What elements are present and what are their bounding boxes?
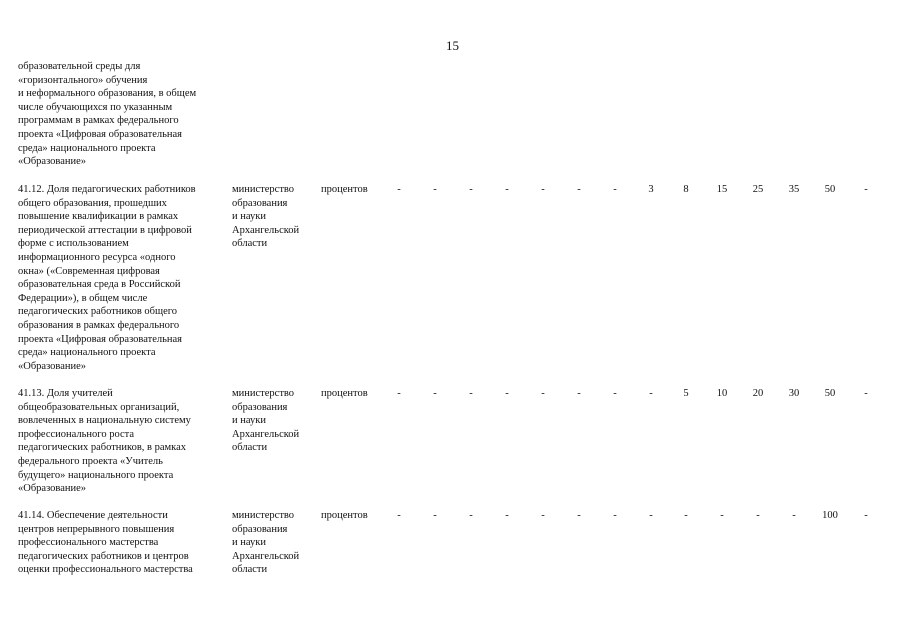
year-value-cell: - [792,510,796,521]
year-value-cell: - [397,184,401,195]
year-value-cell: 50 [824,184,836,195]
year-value-cell: - [541,184,545,195]
year-value-cell: 15 [716,184,728,195]
unit-of-measure: процентов [321,510,368,521]
year-value-cell: - [469,388,473,399]
responsible-organization: министерство образования и науки Архангельской области [232,184,300,250]
year-value-cell: - [541,388,545,399]
year-value-cell: - [864,184,868,195]
year-value-cell: - [864,388,868,399]
year-value-cell: - [864,510,868,521]
year-value-cell: 100 [822,510,838,521]
year-value-cell: - [505,510,509,521]
indicator-description: 41.13. Доля учителей общеобразовательных организаций, вовлеченных в национальную систему профессионального роста педагогических работников, в рамках федерального проекта «Учитель будущего» национального проекта «Образование» [18,388,191,495]
unit-of-measure: процентов [321,388,368,399]
year-value-cell: 35 [788,184,800,195]
year-value-cell: - [577,510,581,521]
year-value-cell: - [433,388,437,399]
responsible-organization: министерство образования и науки Архангельской области [232,510,300,576]
year-value-cell: - [397,510,401,521]
year-value-cell: 20 [752,388,764,399]
unit-of-measure: процентов [321,184,368,195]
responsible-organization: министерство образования и науки Архангельской области [232,388,300,454]
indicator-description: 41.12. Доля педагогических работников общего образования, прошедших повышение квалификации в рамках периодической аттестации в цифровой форме с использованием информационного ресурса «одного окна» («Современная цифровая образовательная среда в Российской Федерации»), в общем числе педагогических работников общего образования в рамках федерального проекта «Цифровая образовательная среда» национального проекта «Образование» [18,184,196,372]
year-value-cell: - [505,184,509,195]
page-number: 15 [446,38,459,53]
year-value-cell: 5 [683,388,689,399]
year-value-cell: - [505,388,509,399]
year-value-cell: - [756,510,760,521]
indicator-description: образовательной среды для «горизонтального» обучения и неформального образования, в общем числе обучающихся по указанным программам в рамках федерального проекта «Цифровая образовательная среда» национального проекта «Образование» [18,61,197,168]
year-value-cell: 30 [788,388,800,399]
year-value-cell: - [649,510,653,521]
year-value-cell: - [684,510,688,521]
year-value-cell: - [613,510,617,521]
year-value-cell: 50 [824,388,836,399]
year-value-cell: - [469,510,473,521]
year-value-cell: - [541,510,545,521]
year-value-cell: 3 [648,184,654,195]
year-value-cell: - [649,388,653,399]
year-value-cell: - [577,388,581,399]
year-value-cell: - [433,184,437,195]
year-value-cell: - [613,388,617,399]
year-value-cell: 8 [683,184,689,195]
year-value-cell: - [397,388,401,399]
indicator-description: 41.14. Обеспечение деятельности центров непрерывного повышения профессионального мастерства педагогических работников и центров оценки профессионального мастерства [18,510,193,576]
year-value-cell: - [577,184,581,195]
year-value-cell: - [720,510,724,521]
year-value-cell: 10 [716,388,728,399]
year-value-cell: 25 [752,184,764,195]
year-value-cell: - [613,184,617,195]
year-value-cell: - [469,184,473,195]
year-value-cell: - [433,510,437,521]
